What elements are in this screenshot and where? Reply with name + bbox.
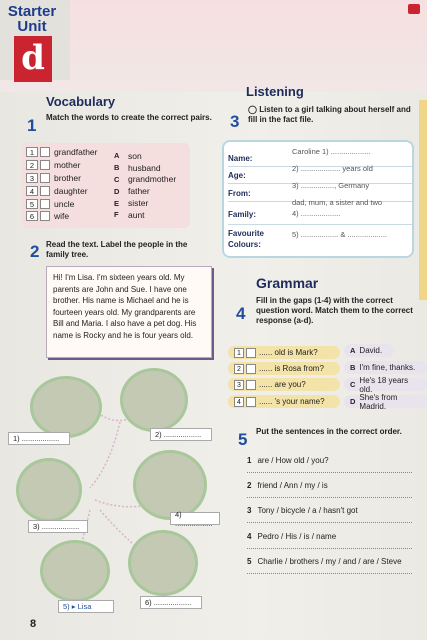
question-row xyxy=(228,395,340,408)
text-line: name is Rocky and he is four years old. xyxy=(53,330,194,340)
left-word: uncle xyxy=(54,198,75,209)
left-word: brother xyxy=(54,172,81,183)
question-text: ...... are you? xyxy=(259,380,306,389)
left-word-row xyxy=(26,159,97,172)
unit-heading-line1: Starter xyxy=(7,3,57,20)
sentence-item xyxy=(247,557,402,566)
exercise-3-number: 3 xyxy=(230,112,240,131)
answer-box[interactable] xyxy=(40,199,50,209)
row-number: 5 xyxy=(26,199,38,209)
exercise-2-number: 2 xyxy=(30,242,40,261)
option-letter: F xyxy=(114,210,119,220)
grammar-title: Grammar xyxy=(256,275,319,291)
grandmother-photo xyxy=(120,368,188,432)
right-word: grandmother xyxy=(128,174,177,185)
question-row xyxy=(228,346,340,359)
sentence-text: Tony / bicycle / a / hasn't got xyxy=(257,506,358,515)
answer-box[interactable] xyxy=(246,364,256,374)
instruction-line: response (a-d). xyxy=(256,316,314,325)
option-letter: D xyxy=(114,186,120,196)
question-number: 4 xyxy=(234,397,244,407)
right-word: father xyxy=(128,186,150,197)
left-word-row xyxy=(26,172,97,185)
answer-text: David. xyxy=(359,346,383,355)
instruction-line: fill in the fact file. xyxy=(248,115,314,124)
sentence-number: 4 xyxy=(247,532,252,541)
row-number: 6 xyxy=(26,211,38,221)
fact-value-family[interactable]: dad, mum, a sister and two 4) ................... xyxy=(292,198,383,218)
right-word-row xyxy=(114,150,176,162)
answer-text: He's 18 years old. xyxy=(359,375,409,394)
answer-line[interactable] xyxy=(247,497,412,498)
unit-letter-badge: d xyxy=(14,36,52,82)
row-number: 3 xyxy=(26,173,38,183)
right-word-row xyxy=(114,162,176,174)
answer-box[interactable] xyxy=(40,147,50,157)
tree-label-4[interactable]: 4) .................. xyxy=(170,512,220,525)
instruction-line: Read the text. Label the people in the xyxy=(46,240,188,249)
left-word: mother xyxy=(54,160,81,171)
vocabulary-title: Vocabulary xyxy=(46,94,116,109)
lisa-photo xyxy=(40,540,110,602)
question-row xyxy=(228,378,340,391)
text-line: brother. His name is Michael and he is xyxy=(53,296,189,305)
answer-option xyxy=(344,392,427,411)
option-letter: C xyxy=(114,174,120,184)
answer-box[interactable] xyxy=(40,186,50,196)
exercise-4-number: 4 xyxy=(236,304,246,323)
headphones-icon: ◯ xyxy=(248,105,260,114)
instruction-line: family tree. xyxy=(46,250,89,259)
tree-label-2[interactable]: 2) .................. xyxy=(150,428,212,441)
fact-value-colours[interactable]: 5) .................. & ................... xyxy=(292,230,388,239)
left-word-row xyxy=(26,197,97,210)
father-photo xyxy=(16,458,82,522)
fact-value-name[interactable]: Caroline 1) ................... xyxy=(292,147,371,156)
left-word: wife xyxy=(54,211,70,222)
instruction-line xyxy=(248,105,418,115)
exercise-4-instruction xyxy=(256,296,421,326)
fact-label-age: Age: xyxy=(228,171,246,180)
answer-box[interactable] xyxy=(246,380,256,390)
sentence-item xyxy=(247,481,328,490)
sentence-text: Charlie / brothers / my / and / are / Steve xyxy=(257,557,402,566)
unit-heading-line2: Unit xyxy=(17,18,47,35)
right-word-row xyxy=(114,174,176,186)
answer-option xyxy=(344,361,427,374)
grandfather-photo xyxy=(30,376,102,438)
fact-label-from: From: xyxy=(228,189,251,198)
left-word-row xyxy=(26,146,97,159)
sentence-item xyxy=(247,456,329,465)
text-line: fourteen years old. My grandparents are xyxy=(53,307,196,317)
sentence-number: 5 xyxy=(247,557,252,566)
answer-text: I'm fine, thanks. xyxy=(359,363,416,372)
exercise-1-instruction: Match the words to create the correct pairs. xyxy=(46,113,212,122)
sentence-text: are / How old / you? xyxy=(257,456,329,465)
row-number: 4 xyxy=(26,186,38,196)
left-word: grandfather xyxy=(54,147,98,158)
instruction-line: Fill in the gaps (1-4) with the correct xyxy=(256,296,393,305)
tree-label-1[interactable]: 1) .................. xyxy=(8,432,70,445)
option-letter: A xyxy=(114,151,120,161)
sentence-number: 1 xyxy=(247,456,252,465)
fact-label-name: Name: xyxy=(228,154,253,163)
sentence-item xyxy=(247,532,336,541)
answer-letter: B xyxy=(350,363,356,372)
question-number: 1 xyxy=(234,348,244,358)
row-number: 1 xyxy=(26,147,38,157)
answer-line[interactable] xyxy=(247,472,412,473)
fact-label-family: Family: xyxy=(228,210,257,219)
text-line: Hi! I'm Lisa. I'm sixteen years old. My xyxy=(53,273,185,282)
left-word: daughter xyxy=(54,185,88,196)
answer-letter: C xyxy=(350,380,356,389)
matching-left-column xyxy=(26,146,97,223)
sentence-number: 3 xyxy=(247,506,252,515)
answer-option xyxy=(344,375,427,394)
tree-label-3[interactable]: 3) .................. xyxy=(28,520,88,533)
right-word-row xyxy=(114,197,176,209)
text-line: Bill and Maria. I also have a pet dog. His xyxy=(53,319,197,328)
right-word-row xyxy=(114,185,176,197)
fact-label-colours: Favourite Colours: xyxy=(228,229,265,249)
michael-photo xyxy=(128,530,198,596)
fact-divider xyxy=(228,224,412,225)
matching-right-column xyxy=(114,150,176,221)
option-letter: E xyxy=(114,198,120,208)
answer-text: She's from Madrid. xyxy=(359,392,398,411)
answer-line[interactable] xyxy=(247,522,412,523)
option-letter: B xyxy=(114,163,120,173)
question-number: 2 xyxy=(234,364,244,374)
sentence-text: Pedro / His / is / name xyxy=(257,532,337,541)
reading-text-box xyxy=(46,266,212,358)
sentence-number: 2 xyxy=(247,481,252,490)
fact-value-age[interactable]: 2) ................... years old xyxy=(292,164,373,173)
row-number: 2 xyxy=(26,160,38,170)
left-word-row xyxy=(26,184,97,197)
fact-value-from[interactable]: 3) ................, Germany xyxy=(292,181,370,190)
answer-line[interactable] xyxy=(247,548,412,549)
question-text: ...... 's your name? xyxy=(259,397,325,406)
answer-box[interactable] xyxy=(246,397,256,407)
answer-line[interactable] xyxy=(247,573,412,574)
exercise-5-number: 5 xyxy=(238,430,248,449)
instruction-text: Listen to a girl talking about herself and xyxy=(259,105,411,114)
answer-letter: D xyxy=(350,397,356,406)
exercise-1-number: 1 xyxy=(27,116,37,135)
instruction-line: question word. Match them to the correct xyxy=(256,306,413,315)
answer-option xyxy=(344,344,394,357)
sentence-text: friend / Ann / my / is xyxy=(257,481,328,490)
exercise-2-instruction xyxy=(46,240,216,260)
text-line: parents are John and Sue. I have one xyxy=(53,284,187,294)
right-word: aunt xyxy=(128,209,145,220)
page-edge-strip xyxy=(419,100,427,300)
left-word-row xyxy=(26,210,97,223)
unit-heading xyxy=(6,4,58,34)
exercise-5-instruction: Put the sentences in the correct order. xyxy=(256,427,402,436)
listening-title: Listening xyxy=(246,84,304,99)
page-number: 8 xyxy=(30,618,37,630)
answer-box[interactable] xyxy=(40,211,50,221)
question-text: ...... old is Mark? xyxy=(259,348,318,357)
exercise-3-instruction xyxy=(248,105,418,125)
answer-box[interactable] xyxy=(40,173,50,183)
question-number: 3 xyxy=(234,380,244,390)
right-word-row xyxy=(114,209,176,221)
corner-tab xyxy=(408,4,420,14)
right-word: son xyxy=(128,150,142,161)
sentence-item xyxy=(247,506,358,515)
right-word: husband xyxy=(128,162,161,173)
answer-letter: A xyxy=(350,346,356,355)
answer-box[interactable] xyxy=(246,348,256,358)
question-row xyxy=(228,362,340,375)
question-text: ...... is Rosa from? xyxy=(259,364,324,373)
tree-label-6[interactable]: 6) .................. xyxy=(140,596,202,609)
tree-label-5: 5) ▸ Lisa xyxy=(58,600,114,613)
answer-box[interactable] xyxy=(40,160,50,170)
right-word: sister xyxy=(128,198,149,209)
